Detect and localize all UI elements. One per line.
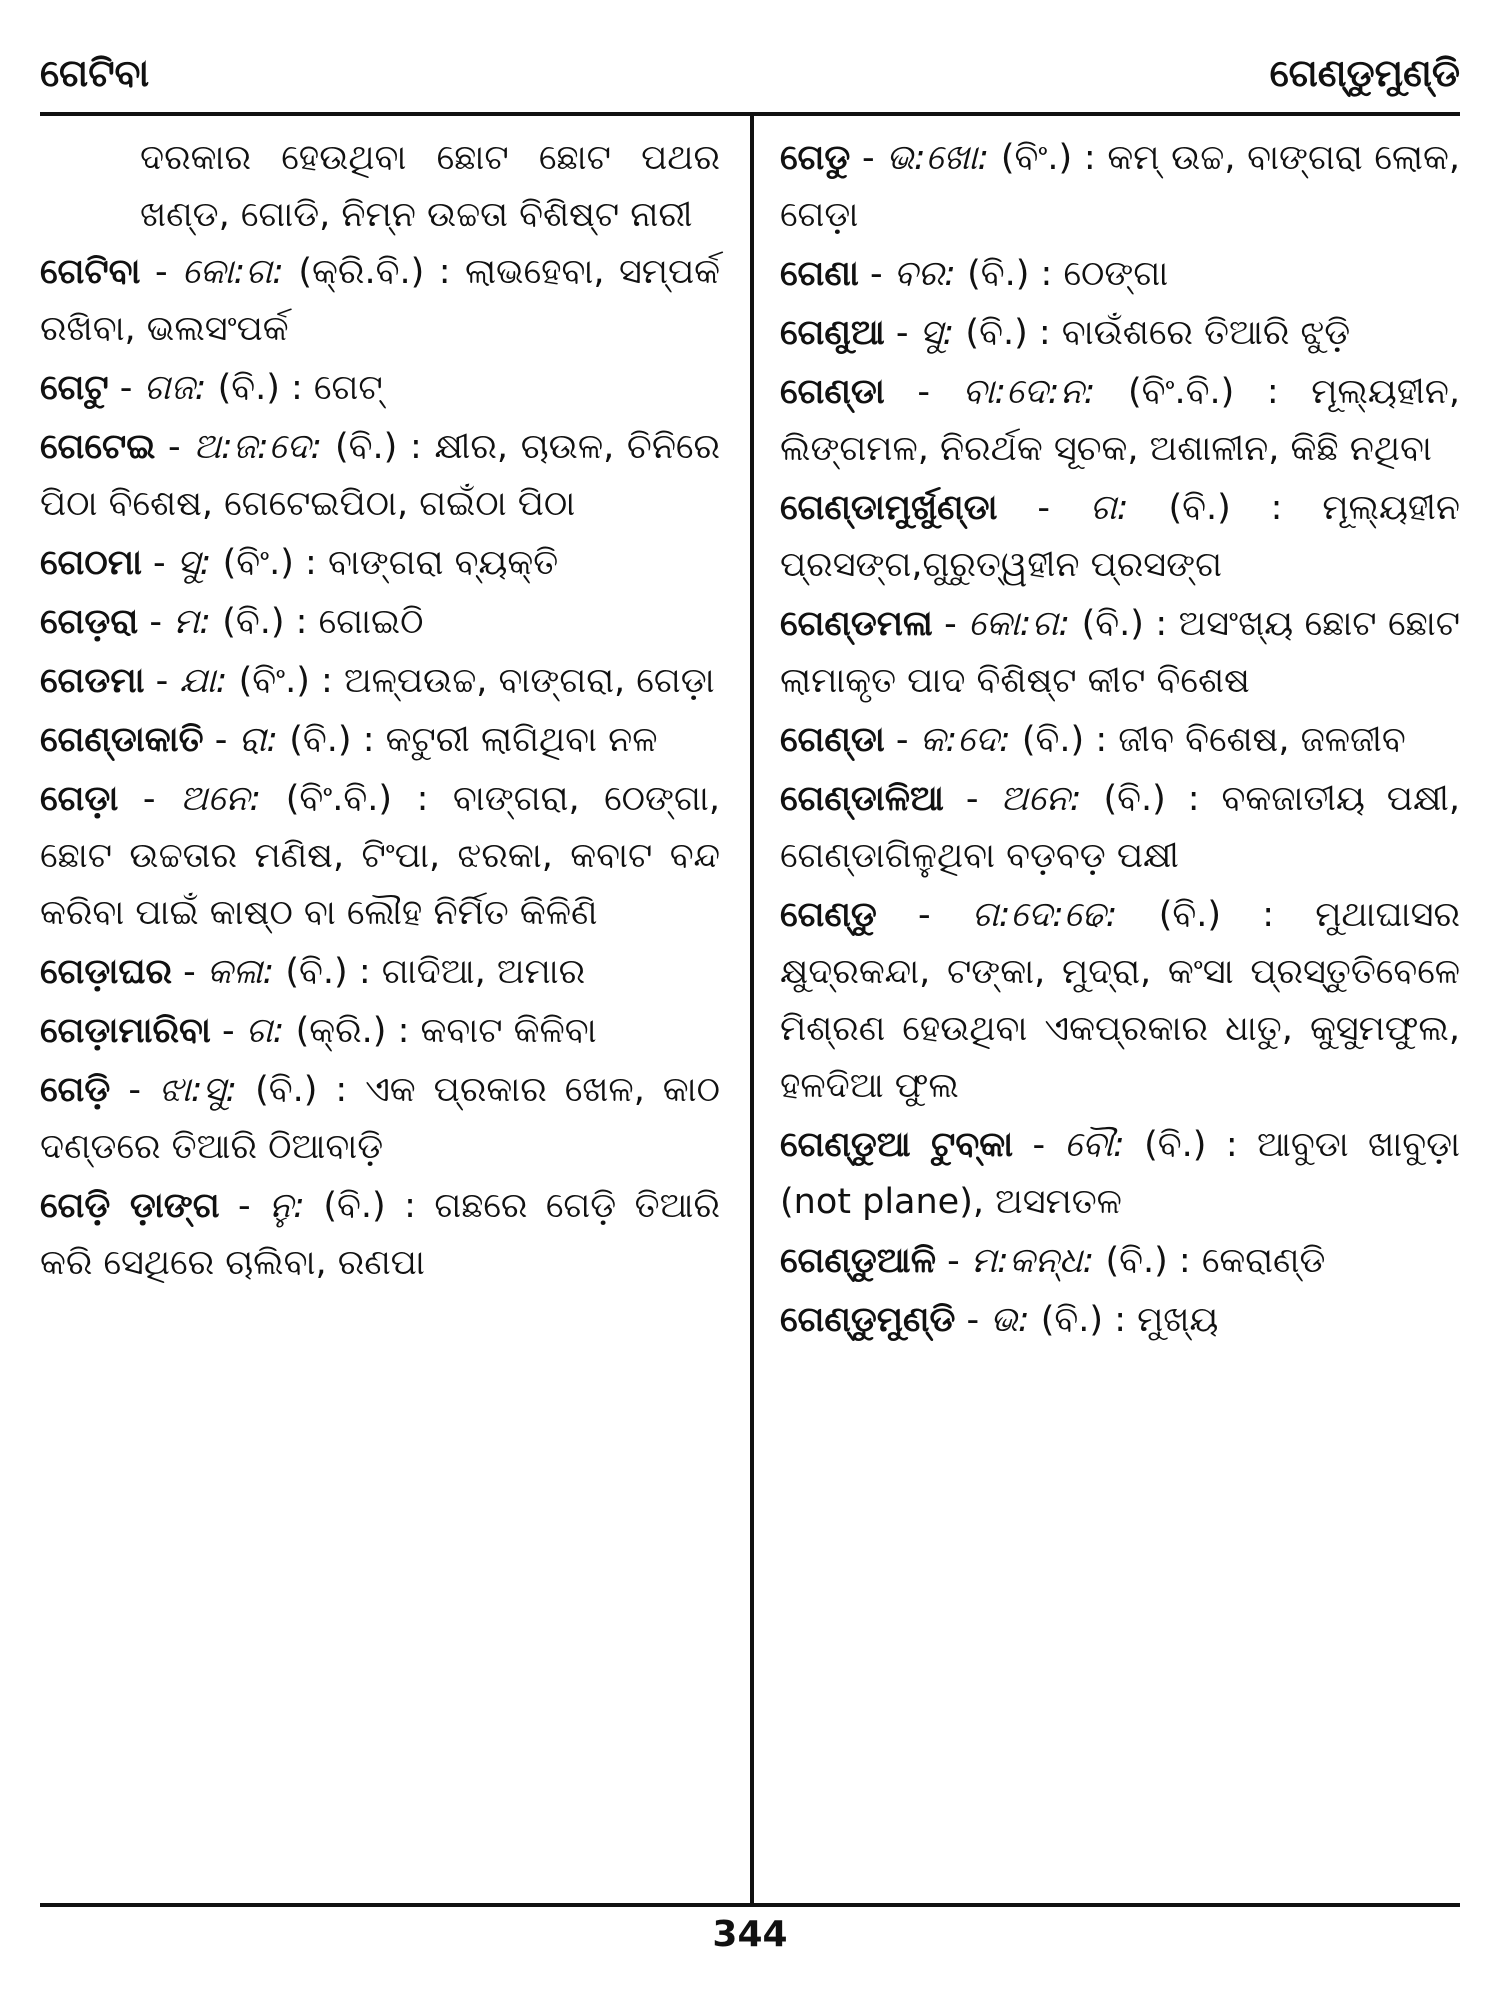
grammar-tag: (ବି.) — [289, 720, 352, 760]
source-abbreviation: ଅନେ: — [180, 779, 262, 819]
source-abbreviation: କୋ:ଗ: — [182, 252, 284, 292]
grammar-tag: (ବିଂ.ବି.) — [1128, 372, 1235, 412]
grammar-tag: (ବି.) — [285, 952, 348, 992]
grammar-tag: (ବିଂ.) — [222, 543, 294, 583]
dictionary-entry: ଗେଣ୍ଡାଳିଆ - ଅନେ: (ବି.) : ବକଜାତୀୟ ପକ୍ଷୀ, ଗେଣ୍ଡାଗିଳୁଥିବା ବଡ଼ବଡ଼ ପକ୍ଷୀ — [780, 779, 1461, 876]
grammar-tag: (କ୍ରି.) — [295, 1011, 387, 1051]
dictionary-entry: ଗେଣ୍ଡାକାତି - ରା: (ବି.) : କଟୁରୀ ଲାଗିଥିବା ନଳ — [40, 720, 658, 760]
dictionary-entry: ଗେଣା - ବର: (ବି.) : ଠେଙ୍ଗା — [780, 254, 1169, 294]
grammar-tag: (ବି.) — [222, 602, 285, 642]
source-abbreviation: ବର: — [893, 254, 956, 294]
headword: ଗେଣ୍ଡୁମୁଣ୍ଡି — [780, 1300, 956, 1340]
definition: ଆବୁଡା ଖାବୁଡ଼ା (not plane), ଅସମତଳ — [780, 1125, 1460, 1222]
dictionary-entry: ଗେଣ୍ଡୁଆ ଟୁବ୍‌କା - ବୌ: (ବି.) : ଆବୁଡା ଖାବୁଡ଼ା (not plane), ଅସମତଳ — [780, 1125, 1460, 1222]
headword: ଗେଣ୍ଡାମୁର୍ଖୁଣ୍ଡା — [780, 488, 998, 528]
dictionary-entry: ଗେଡ଼ି - ଝା:ସୁ: (ବି.) : ଏକ ପ୍ରକାର ଖେଳ, କାଠ ଦଣ୍ଡରେ ତିଆରି ଠିଆବାଡ଼ି — [40, 1070, 720, 1167]
source-abbreviation: ଯା: — [179, 661, 228, 701]
source-abbreviation: ଭ:ଖୋ: — [886, 138, 990, 178]
definition: କମ୍ ଉଚ୍ଚ, ବାଙ୍ଗରା ଲୋକ, ଗେଡ଼ା — [780, 138, 1460, 235]
dictionary-entry: ଗେଟୁ - ଗଜ: (ବି.) : ଗେଟ୍ — [40, 368, 383, 408]
definition: ମୁଥାଘାସର କ୍ଷୁଦ୍ରକନ୍ଦା, ଟଙ୍କା, ମୁଦ୍ରା, କଂସା ପ୍ରସ୍ତୁତିବେଳେ ମିଶ୍ରଣ ହେଉଥିବା ଏକପ୍ରକାର ଧାତୁ, କୁସୁମଫୁଲ, ହଳଦିଆ ଫୁଲ — [780, 895, 1460, 1106]
dictionary-entry: ଗେଣ୍ଡା - ବା:ଦେ:ନ: (ବିଂ.ବି.) : ମୂଲ୍ୟହୀନ, ଲିଙ୍ଗମଳ, ନିରର୍ଥକ ସୂଚକ, ଅଶାଳୀନ, କିଛି ନଥିବା — [780, 372, 1460, 469]
definition: ମୂଲ୍ୟହୀନ, ଲିଙ୍ଗମଳ, ନିରର୍ଥକ ସୂଚକ, ଅଶାଳୀନ, କିଛି ନଥିବା — [780, 372, 1460, 469]
bottom-rule — [40, 1903, 1460, 1907]
headword: ଗେଣ୍ଡା — [780, 372, 885, 412]
definition: ଏକ ପ୍ରକାର ଖେଳ, କାଠ ଦଣ୍ଡରେ ତିଆରି ଠିଆବାଡ଼ି — [40, 1070, 720, 1167]
headword: ଗେଡ଼ି ଡ଼ାଙ୍ଗ — [40, 1186, 220, 1226]
grammar-tag: (ବି.) — [1021, 720, 1085, 760]
dictionary-entry: ଗେଣ୍ଡୁମୁଣ୍ଡି - ଭ: (ବି.) : ମୁଖ୍ୟ — [780, 1300, 1219, 1340]
dictionary-entry: ଗେଣ୍ଡମଳା - କୋ:ଗ: (ବି.) : ଅସଂଖ୍ୟ ଛୋଟ ଛୋଟ ଲାମାକୃତ ପାଦ ବିଶିଷ୍ଟ କୀଟ ବିଶେଷ — [780, 604, 1460, 701]
headword: ଗେଡ଼ି — [40, 1070, 111, 1110]
grammar-tag: (ବି.) — [1168, 488, 1231, 528]
left-column — [40, 130, 720, 1294]
definition: ବାଙ୍ଗରା ବ୍ୟକ୍ତି — [327, 543, 559, 583]
definition: କେରାଣ୍ଡି — [1201, 1241, 1326, 1281]
definition: ଅଳ୍ପଉଚ୍ଚ, ବାଙ୍ଗରା, ଗେଡ଼ା — [343, 661, 715, 701]
source-abbreviation: ରା: — [238, 720, 279, 760]
grammar-tag: (ବିଂ.) — [1000, 138, 1073, 178]
headword: ଗେଣୁଆ — [780, 313, 885, 353]
right-column — [780, 130, 1460, 1351]
dictionary-entry: ଗେଟେଇ - ଅ:ଜ:ଦେ: (ବି.) : କ୍ଷୀର, ଚାଉଳ, ଚିନିରେ ପିଠା ବିଶେଷ, ଗେଟେଇପିଠା, ଗଇଁଠା ପିଠା — [40, 427, 720, 524]
grammar-tag: (ବିଂ.ବି.) — [285, 779, 393, 819]
grammar-tag: (ବି.) — [334, 427, 398, 467]
headword: ଗେଡ଼ାମାରିବା — [40, 1011, 211, 1051]
definition: ବାଉଁଶରେ ତିଆରି ଝୁଡ଼ି — [1061, 313, 1351, 353]
running-head-right: ଗେଣ୍ଡୁମୁଣ୍ଡି — [1269, 51, 1460, 95]
dictionary-entry: ଗେଡ଼ା - ଅନେ: (ବିଂ.ବି.) : ବାଙ୍ଗରା, ଠେଙ୍ଗା, ଛୋଟ ଉଚ୍ଚତାର ମଣିଷ, ଟିଂପା, ଝରକା, କବାଟ ବନ୍ଦ କରିବା ପାଇଁ କାଷ୍ଠ ବା ଲୌହ ନିର୍ମିତ କିଳିଣି — [40, 779, 720, 933]
definition: କ୍ଷୀର, ଚାଉଳ, ଚିନିରେ ପିଠା ବିଶେଷ, ଗେଟେଇପିଠା, ଗଇଁଠା ପିଠା — [40, 427, 720, 524]
dictionary-entry: ଗେଡ଼ାମାରିବା - ଗ: (କ୍ରି.) : କବାଟ କିଳିବା — [40, 1011, 597, 1051]
definition: ଅସଂଖ୍ୟ ଛୋଟ ଛୋଟ ଲାମାକୃତ ପାଦ ବିଶିଷ୍ଟ କୀଟ ବିଶେଷ — [780, 604, 1460, 701]
headword: ଗେଡ଼ାଘର — [40, 952, 172, 992]
headword: ଗେଠମା — [40, 543, 142, 583]
source-abbreviation: କୋ:ଗ: — [968, 604, 1071, 644]
source-abbreviation: ଗ:ଦେ:ଢେ: — [971, 895, 1118, 935]
definition: ଗେଟ୍ — [313, 368, 383, 408]
definition: ମୂଲ୍ୟହୀନ ପ୍ରସଙ୍ଗ,ଗୁରୁତ୍ୱହୀନ ପ୍ରସଙ୍ଗ — [780, 488, 1460, 585]
source-abbreviation: ବା:ଦେ:ନ: — [962, 372, 1096, 412]
source-abbreviation: ମ: — [173, 602, 212, 642]
source-abbreviation: ସୁ: — [176, 543, 212, 583]
definition: ଗଛରେ ଗେଡ଼ି ତିଆରି କରି ସେଥିରେ ଚାଲିବା, ରଣପା — [40, 1186, 720, 1283]
headword: ଗେଣା — [780, 254, 859, 294]
definition: ବାଙ୍ଗରା, ଠେଙ୍ଗା, ଛୋଟ ଉଚ୍ଚତାର ମଣିଷ, ଟିଂପା, ଝରକା, କବାଟ ବନ୍ଦ କରିବା ପାଇଁ କାଷ୍ଠ ବା ଲୌହ ନିର୍ମିତ କିଳିଣି — [40, 779, 720, 933]
definition: କଟୁରୀ ଲାଗିଥିବା ନଳ — [385, 720, 658, 760]
source-abbreviation: ଅ:ଜ:ଦେ: — [193, 427, 323, 467]
headword: ଗେଣ୍ଡମଳା — [780, 604, 933, 644]
headword: ଗେଟିବା — [40, 252, 141, 292]
grammar-tag: (ବି.) — [255, 1070, 318, 1110]
definition: ଜୀବ ବିଶେଷ, ଜଳଜୀବ — [1118, 720, 1406, 760]
grammar-tag: (ବି.) — [1105, 1241, 1168, 1281]
headword: ଗେଡୁ — [780, 138, 851, 178]
source-abbreviation: କଳା: — [206, 952, 275, 992]
grammar-tag: (ବି.) — [967, 254, 1030, 294]
dictionary-entry: ଗେଣ୍ଡୁ - ଗ:ଦେ:ଢେ: (ବି.) : ମୁଥାଘାସର କ୍ଷୁଦ୍ରକନ୍ଦା, ଟଙ୍କା, ମୁଦ୍ରା, କଂସା ପ୍ରସ୍ତୁତିବେଳେ ମିଶ୍ରଣ ହେଉଥିବା ଏକପ୍ରକାର ଧାତୁ, କୁସୁମଫୁଲ, ହଳଦିଆ ଫୁଲ — [780, 895, 1460, 1106]
headword: ଗେଣ୍ଡୁଆଳି — [780, 1241, 936, 1281]
source-abbreviation: ଭ: — [990, 1300, 1030, 1340]
grammar-tag: (ବି.) — [965, 313, 1028, 353]
source-abbreviation: ସୁ: — [919, 313, 955, 353]
grammar-tag: (ବି.) — [323, 1186, 386, 1226]
dictionary-entry: ଗେଣ୍ଡା - କ:ଦେ: (ବି.) : ଜୀବ ବିଶେଷ, ଜଳଜୀବ — [780, 720, 1406, 760]
source-abbreviation: ଗ: — [1089, 488, 1129, 528]
grammar-tag: (ବି.) — [217, 368, 280, 408]
grammar-tag: (ବି.) — [1158, 895, 1221, 935]
dictionary-entry: ଗେଟିବା - କୋ:ଗ: (କ୍ରି.ବି.) : ଲାଭହେବା, ସମ୍ପର୍କ ରଖିବା, ଭଲସଂପର୍କ — [40, 252, 720, 349]
source-abbreviation: ମ:କନ୍ଧ: — [970, 1241, 1095, 1281]
definition: ଠେଙ୍ଗା — [1063, 254, 1169, 294]
definition: ମୁଖ୍ୟ — [1137, 1300, 1219, 1340]
dictionary-entry: ଗେଡୁ - ଭ:ଖୋ: (ବିଂ.) : କମ୍ ଉଚ୍ଚ, ବାଙ୍ଗରା ଲୋକ, ଗେଡ଼ା — [780, 138, 1460, 235]
headword: ଗେଣ୍ଡାଳିଆ — [780, 779, 944, 819]
definition: ଲାଭହେବା, ସମ୍ପର୍କ ରଖିବା, ଭଲସଂପର୍କ — [40, 252, 720, 349]
continued-definition: ଦରକାର ହେଉଥିବା ଛୋଟ ଛୋଟ ପଥର ଖଣ୍ଡ, ଗୋଡି, ନିମ୍ନ ଉଚ୍ଚତା ବିଶିଷ୍ଟ ନାରୀ — [140, 138, 720, 235]
source-abbreviation: ନୁ: — [269, 1186, 305, 1226]
page-number: 344 — [712, 1914, 788, 1955]
dictionary-entry: ଗେଣ୍ଡୁଆଳି - ମ:କନ୍ଧ: (ବି.) : କେରାଣ୍ଡି — [780, 1241, 1326, 1281]
grammar-tag: (ବି.) — [1144, 1125, 1207, 1165]
source-abbreviation: ଝା:ସୁ: — [158, 1070, 238, 1110]
column-divider — [750, 114, 754, 1903]
dictionary-entry: ଗେଠମା - ସୁ: (ବିଂ.) : ବାଙ୍ଗରା ବ୍ୟକ୍ତି — [40, 543, 559, 583]
headword: ଗେଡ଼ରା — [40, 602, 139, 642]
grammar-tag: (ବି.) — [1040, 1300, 1104, 1340]
grammar-tag: (ବିଂ.) — [238, 661, 310, 701]
dictionary-entry: ଗେଡ଼ରା - ମ: (ବି.) : ଗୋଇଠି — [40, 602, 424, 642]
definition: କବାଟ କିଳିବା — [420, 1011, 597, 1051]
headword: ଗେଣ୍ଡାକାତି — [40, 720, 204, 760]
headword: ଗେଣ୍ଡା — [780, 720, 885, 760]
grammar-tag: (କ୍ରି.ବି.) — [298, 252, 425, 292]
definition: ଗୋଇଠି — [318, 602, 424, 642]
dictionary-entry: ଗେଣୁଆ - ସୁ: (ବି.) : ବାଉଁଶରେ ତିଆରି ଝୁଡ଼ି — [780, 313, 1351, 353]
source-abbreviation: ଅନେ: — [1000, 779, 1082, 819]
source-abbreviation: ଗଜ: — [143, 368, 207, 408]
headword: ଗେଡମା — [40, 661, 145, 701]
dictionary-entry: ଗେଡ଼ାଘର - କଳା: (ବି.) : ଗାଦିଆ, ଅମାର — [40, 952, 586, 992]
grammar-tag: (ବି.) — [1081, 604, 1144, 644]
dictionary-entry: ଗେଣ୍ଡାମୁର୍ଖୁଣ୍ଡା - ଗ: (ବି.) : ମୂଲ୍ୟହୀନ ପ୍ରସଙ୍ଗ,ଗୁରୁତ୍ୱହୀନ ପ୍ରସଙ୍ଗ — [780, 488, 1460, 585]
headword: ଗେଣ୍ଡୁ — [780, 895, 877, 935]
dictionary-entry: ଗେଡମା - ଯା: (ବିଂ.) : ଅଳ୍ପଉଚ୍ଚ, ବାଙ୍ଗରା, ଗେଡ଼ା — [40, 661, 715, 701]
headword: ଗେଣ୍ଡୁଆ ଟୁବ୍‌କା — [780, 1125, 1014, 1165]
dictionary-entry: ଗେଡ଼ି ଡ଼ାଙ୍ଗ - ନୁ: (ବି.) : ଗଛରେ ଗେଡ଼ି ତିଆରି କରି ସେଥିରେ ଚାଲିବା, ରଣପା — [40, 1186, 720, 1283]
grammar-tag: (ବି.) — [1103, 779, 1166, 819]
running-head-left: ଗେଟିବା — [40, 51, 150, 95]
source-abbreviation: କ:ଦେ: — [919, 720, 1011, 760]
headword: ଗେଟୁ — [40, 368, 109, 408]
headword: ଗେଟେଇ — [40, 427, 156, 467]
source-abbreviation: ଗ: — [245, 1011, 285, 1051]
source-abbreviation: ବୌ: — [1064, 1125, 1125, 1165]
definition: ବକଜାତୀୟ ପକ୍ଷୀ, ଗେଣ୍ଡାଗିଳୁଥିବା ବଡ଼ବଡ଼ ପକ୍ଷୀ — [780, 779, 1461, 876]
headword: ଗେଡ଼ା — [40, 779, 119, 819]
definition: ଗାଦିଆ, ଅମାର — [381, 952, 586, 992]
